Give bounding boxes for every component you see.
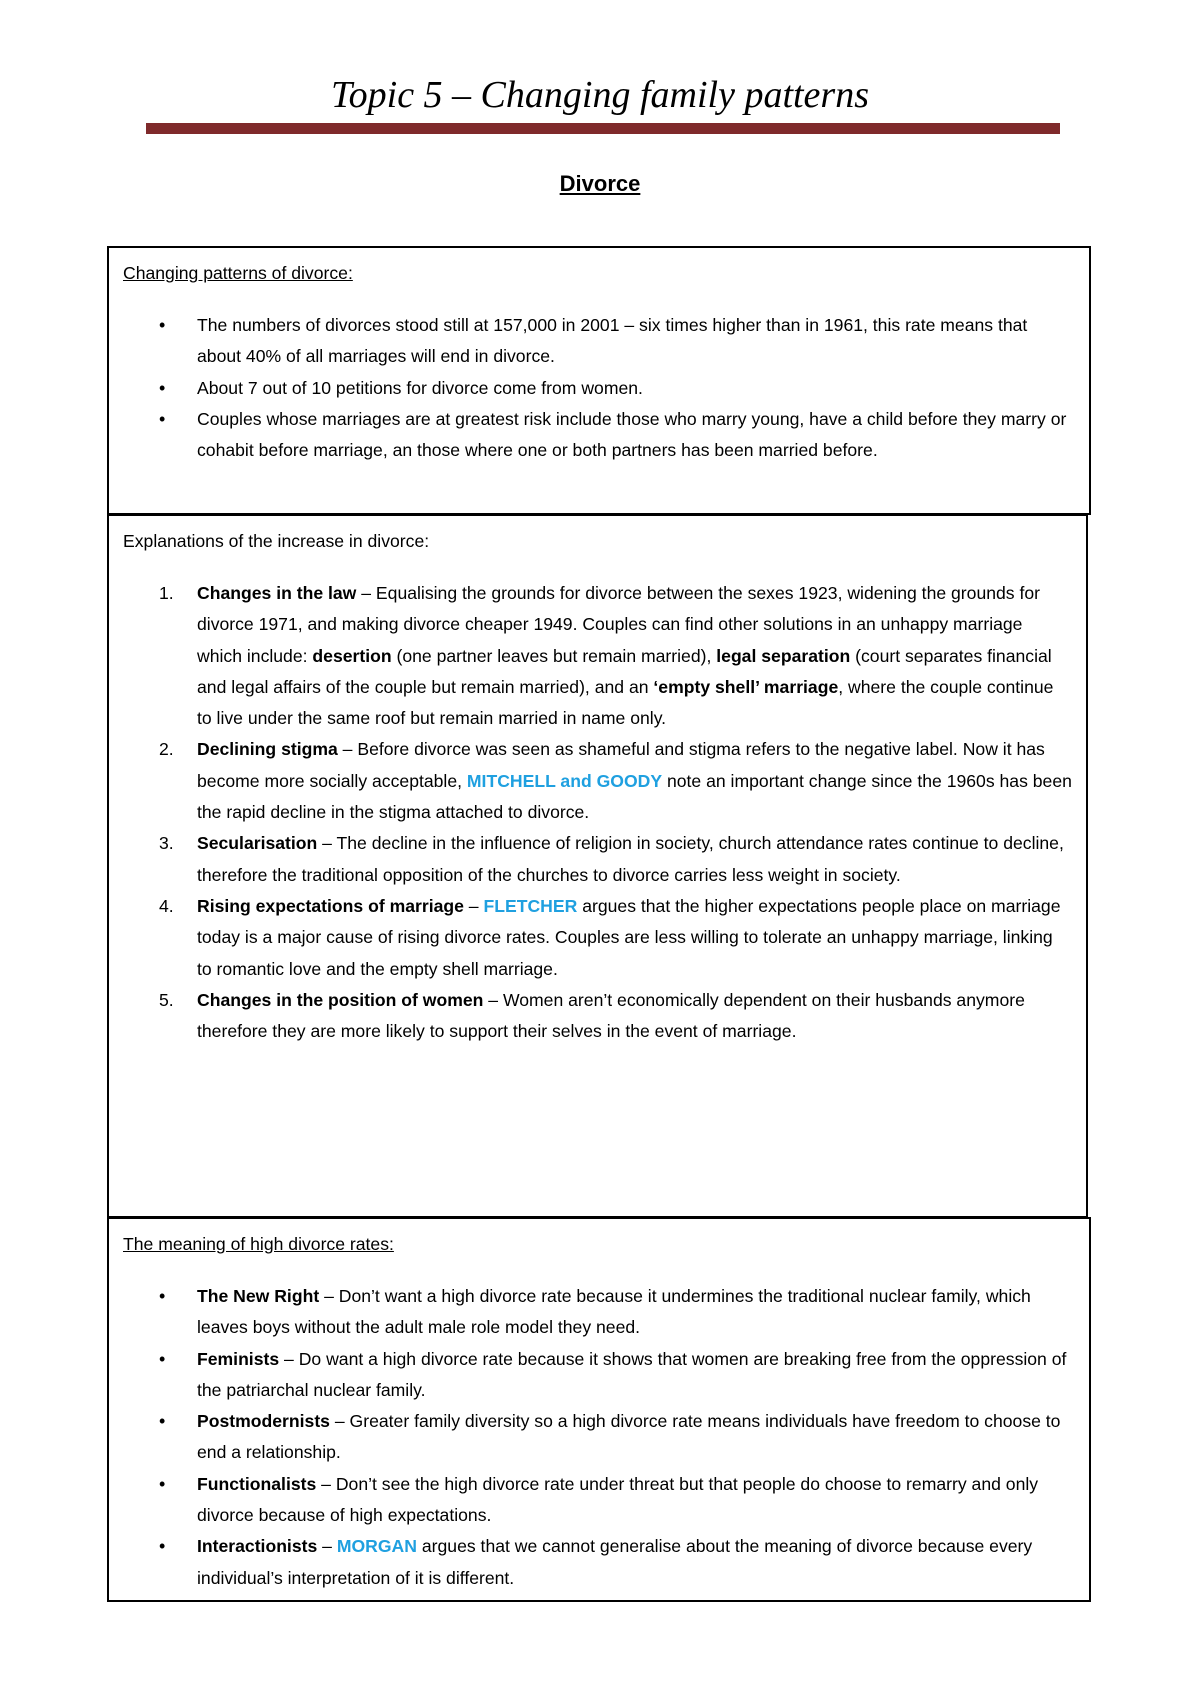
item-title: Postmodernists xyxy=(197,1411,330,1432)
list-item xyxy=(123,578,1072,734)
item-title: Declining stigma xyxy=(197,739,338,760)
meaning-box xyxy=(107,1217,1091,1602)
item-text: (court separates financial and legal affairs of the couple but remain married), and an xyxy=(197,645,1052,697)
list-item: • Couples whose marriages are at greatest risk include those who marry young, have a child before they marry or cohabit before marriage, an those where one or both partners has been married before. xyxy=(123,404,1075,467)
list-item xyxy=(123,1531,1075,1594)
sociologist-name: MITCHELL and GOODY xyxy=(466,770,663,791)
meaning-list xyxy=(123,1281,1075,1594)
item-text: – Do want a high divorce rate because it shows that women are breaking free from the oppression of the patriarchal nuclear family. xyxy=(197,1348,1067,1400)
item-title: Changes in the law xyxy=(197,583,357,603)
sociologist-name: MORGAN xyxy=(336,1536,417,1557)
item-text: – Greater family diversity so a high divorce rate means individuals have freedom to choose to end a relationship. xyxy=(197,1411,1061,1463)
term: legal separation xyxy=(716,645,851,666)
sociologist-name: FLETCHER xyxy=(483,895,578,916)
item-text: – Equalising the grounds for divorce between the sexes 1923, widening the grounds for divorce 1971, and making divorce cheaper 1949. Couples can find other solutions in an unhappy marriage which include: xyxy=(197,583,1041,666)
title-rule xyxy=(146,123,1060,134)
item-title: Functionalists xyxy=(197,1473,317,1494)
patterns-list xyxy=(123,310,1075,466)
list-item xyxy=(123,1406,1075,1469)
item-title: Rising expectations of marriage xyxy=(197,895,464,916)
item-text: – Don’t want a high divorce rate because it undermines the traditional nuclear family, which leaves boys without the adult male role model they need. xyxy=(197,1286,1031,1338)
list-item xyxy=(123,734,1072,828)
item-title: The New Right xyxy=(197,1286,320,1306)
item-text: – Women aren’t economically dependent on their husbands anymore therefore they are more likely to support their selves in the event of marriage. xyxy=(197,989,1025,1042)
item-title: Secularisation xyxy=(197,833,318,854)
item-title: Feminists xyxy=(197,1348,280,1369)
patterns-heading: Changing patterns of divorce: xyxy=(123,263,353,283)
item-text: , where the couple continue to live under the same roof but remain married in name only. xyxy=(197,676,1054,729)
item-text: (one partner leaves but remain married), xyxy=(391,645,717,666)
item-text: argues that the higher expectations people place on marriage today is a major cause of rising divorce rates. Couples are less willing to tolerate an unhappy marriage, linking to romantic love and the empty shell marriage. xyxy=(197,895,1061,979)
item-title: Changes in the position of women xyxy=(197,989,484,1010)
explanations-heading: Explanations of the increase in divorce: xyxy=(123,531,430,551)
item-text: – xyxy=(463,895,484,916)
item-title: Interactionists xyxy=(197,1536,318,1557)
explanations-list xyxy=(123,578,1072,1047)
meaning-heading: The meaning of high divorce rates: xyxy=(123,1234,394,1254)
list-item: • The numbers of divorces stood still at 157,000 in 2001 – six times higher than in 1961, this rate means that about 40% of all marriages will end in divorce. xyxy=(123,310,1075,373)
item-text: argues that we cannot generalise about the meaning of divorce because every individual’s interpretation of it is different. xyxy=(197,1536,1033,1588)
list-item xyxy=(123,1281,1075,1344)
list-item: • About 7 out of 10 petitions for divorce come from women. xyxy=(123,373,1075,404)
list-item xyxy=(123,1469,1075,1532)
item-text: – xyxy=(317,1536,337,1557)
term: ‘empty shell’ marriage xyxy=(653,676,839,697)
item-number: 4. xyxy=(159,895,174,916)
item-text: – Don’t see the high divorce rate under threat but that people do choose to remarry and only divorce because of high expectations. xyxy=(197,1473,1039,1526)
item-text: – Before divorce was seen as shameful and stigma refers to the negative label. Now it has become more socially acceptable, xyxy=(197,739,1045,791)
item-number: 1. xyxy=(159,583,174,603)
list-item xyxy=(123,891,1072,985)
list-item xyxy=(123,828,1072,891)
list-item xyxy=(123,985,1072,1048)
explanations-box xyxy=(107,514,1088,1218)
page-title: Topic 5 – Changing family patterns xyxy=(330,74,869,116)
term: desertion xyxy=(312,645,392,666)
item-number: 3. xyxy=(159,833,174,854)
item-text: note an important change since the 1960s has been the rapid decline in the stigma attached to divorce. xyxy=(197,770,1072,823)
item-number: 2. xyxy=(159,739,174,760)
item-number: 5. xyxy=(159,989,174,1010)
section-heading: Divorce xyxy=(559,171,641,196)
item-text: – The decline in the influence of religion in society, church attendance rates continue to decline, therefore the traditional opposition of the churches to divorce carries less weight in society. xyxy=(197,833,1064,885)
patterns-box xyxy=(107,246,1091,515)
list-item xyxy=(123,1344,1075,1407)
